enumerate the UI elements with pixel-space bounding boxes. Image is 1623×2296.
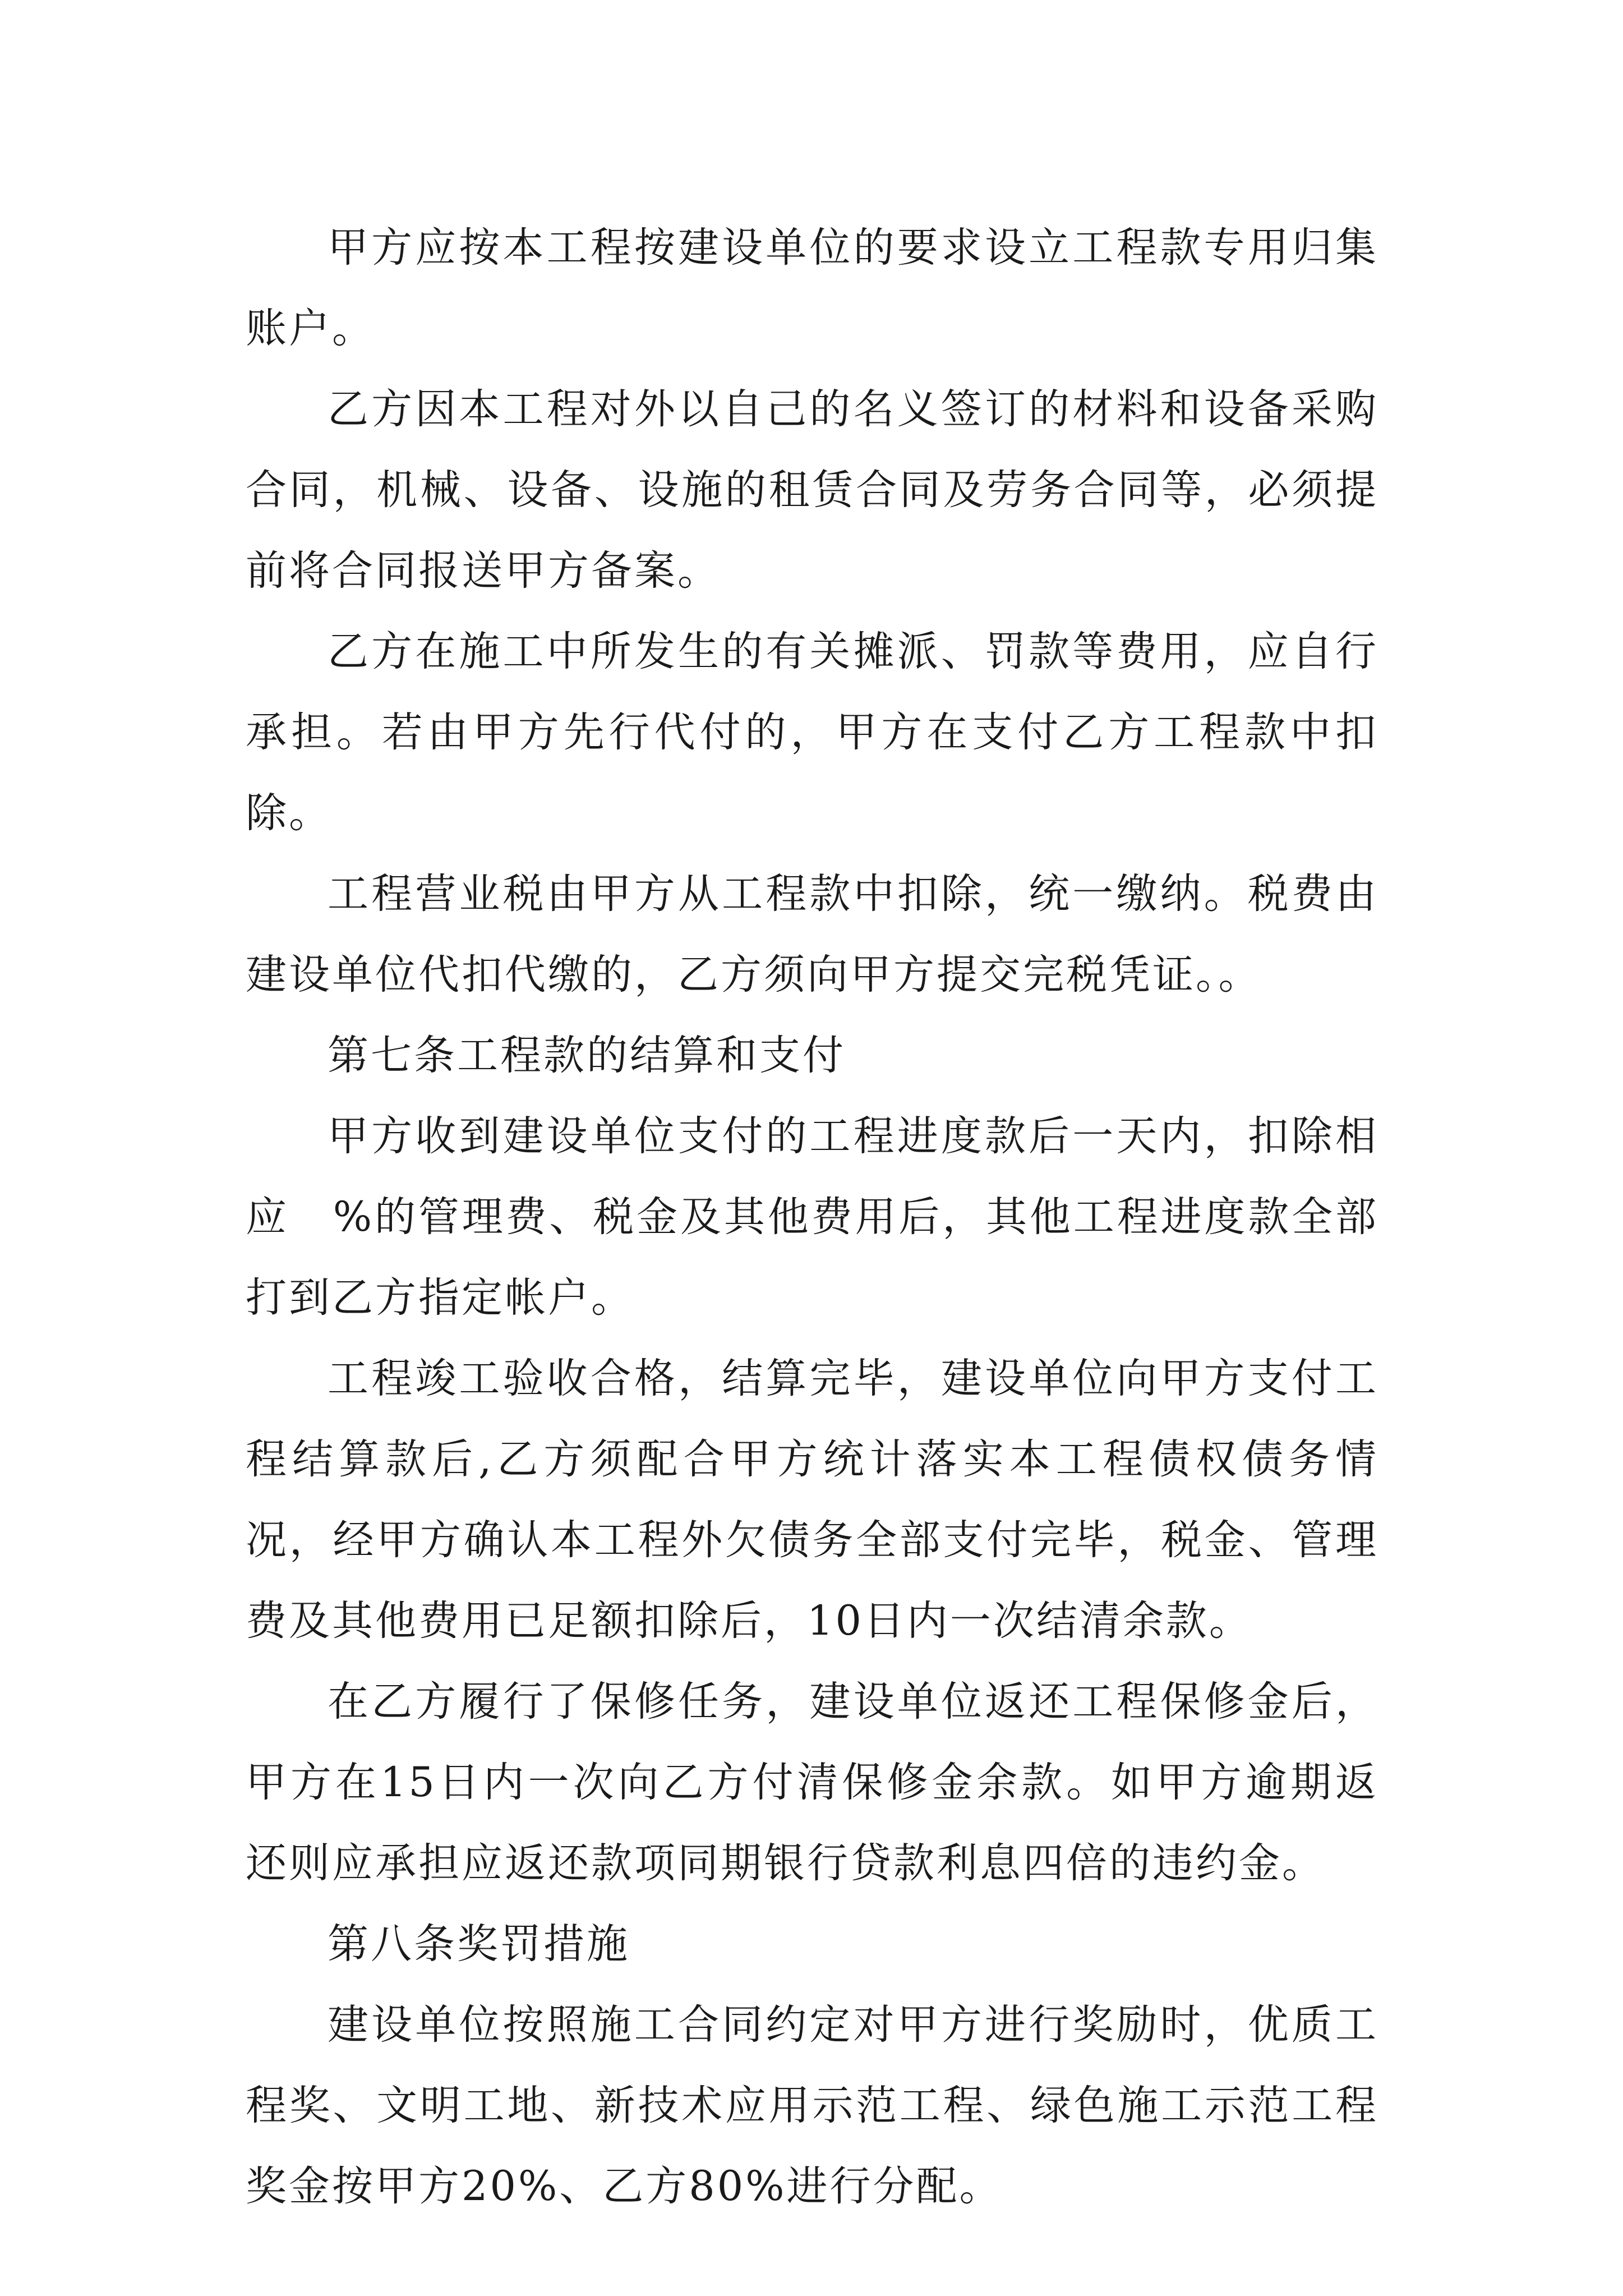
section-heading-article-7: 第七条工程款的结算和支付: [328, 1032, 846, 1079]
paragraph-final-settlement: 工程竣工验收合格，结算完毕，建设单位向甲方支付工程结算款后,乙方须配合甲方统计落实本工程债权债务情况，经甲方确认本工程外欠债务全部支付完毕，税金、管理费及其他费用已足额扣除后，10日内一次结清余款。: [246, 1355, 1378, 1645]
paragraph-progress-payment: 甲方收到建设单位支付的工程进度款后一天内，扣除相应 %的管理费、税金及其他费用后，其他工程进度款全部打到乙方指定帐户。: [246, 1112, 1378, 1322]
paragraph-fees: 乙方在施工中所发生的有关摊派、罚款等费用，应自行承担。若由甲方先行代付的，甲方在支付乙方工程款中扣除。: [246, 628, 1378, 837]
document-body: [246, 208, 1378, 2227]
paragraph-account: 甲方应按本工程按建设单位的要求设立工程款专用归集账户。: [246, 224, 1378, 352]
section-heading-article-8: 第八条奖罚措施: [328, 1920, 630, 1968]
paragraph-rewards: 建设单位按照施工合同约定对甲方进行奖励时，优质工程奖、文明工地、新技术应用示范工程、绿色施工示范工程奖金按甲方20%、乙方80%进行分配。: [246, 2001, 1378, 2210]
paragraph-contract-filing: 乙方因本工程对外以自己的名义签订的材料和设备采购合同，机械、设备、设施的租赁合同及劳务合同等，必须提前将合同报送甲方备案。: [246, 385, 1378, 595]
paragraph-tax: 工程营业税由甲方从工程款中扣除，统一缴纳。税费由建设单位代扣代缴的，乙方须向甲方提交完税凭证。。: [246, 870, 1378, 999]
paragraph-warranty: 在乙方履行了保修任务，建设单位返还工程保修金后，甲方在15日内一次向乙方付清保修金余款。如甲方逾期返还则应承担应返还款项同期银行贷款利息四倍的违约金。: [246, 1678, 1378, 1887]
